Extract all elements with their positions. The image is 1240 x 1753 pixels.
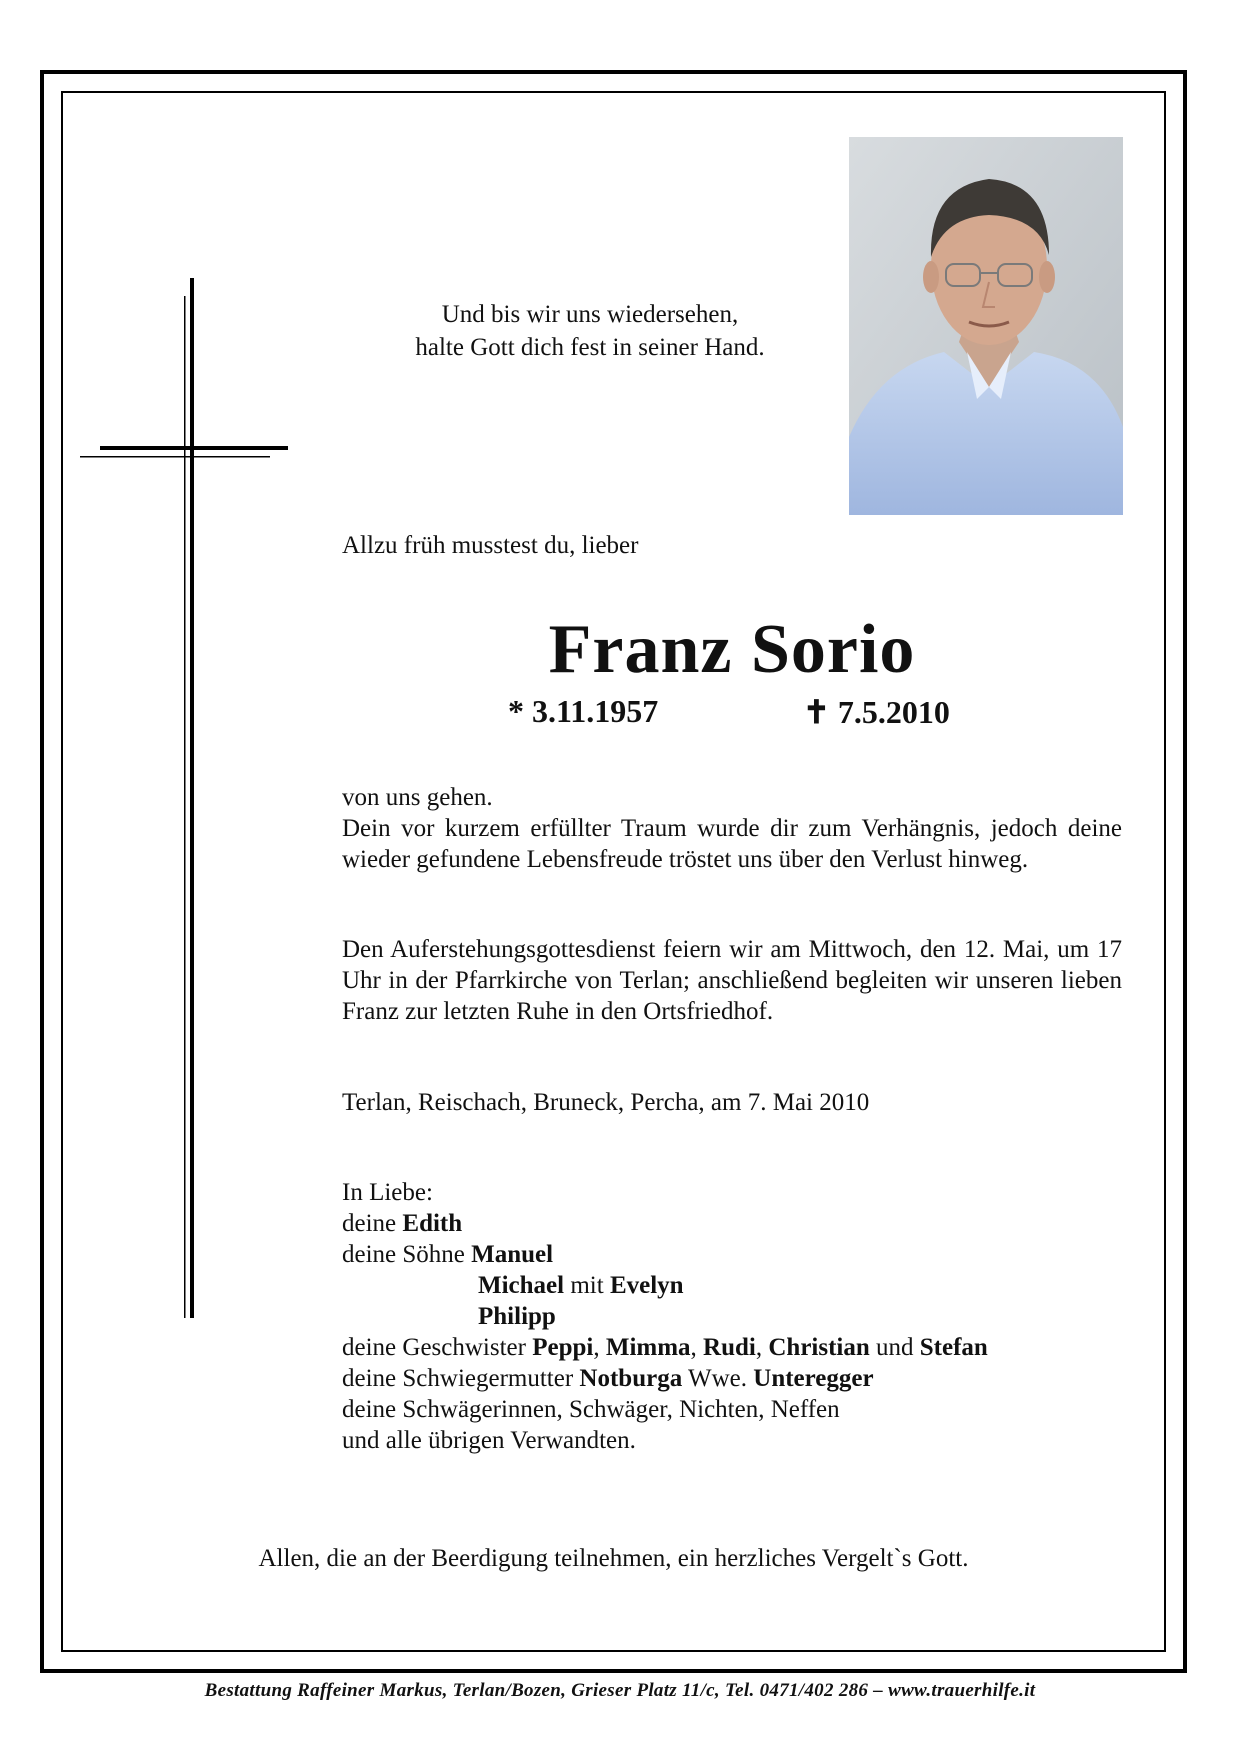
sibling-name: Mimma [605, 1334, 691, 1361]
label: deine [342, 1210, 403, 1237]
partner-name: Evelyn [609, 1272, 684, 1299]
sibling-name: Christian [768, 1334, 870, 1361]
motto-verse [360, 298, 820, 364]
deceased-name: Franz Sorio [548, 611, 916, 688]
separator: , [755, 1334, 769, 1361]
son-name: Philipp [478, 1303, 556, 1330]
wife-name: Edith [402, 1210, 463, 1237]
sibling-name: Rudi [703, 1334, 756, 1361]
son-name: Manuel [471, 1241, 554, 1268]
motto-line-1: Und bis wir uns wiedersehen, [441, 301, 739, 328]
birth-date: * 3.11.1957 [508, 693, 659, 729]
motto-line-2: halte Gott dich fest in seiner Hand. [415, 334, 765, 361]
son-name: Michael [478, 1272, 565, 1299]
separator: , [593, 1334, 606, 1361]
label: deine Schwiegermutter [342, 1365, 580, 1392]
label: deine Geschwister [342, 1334, 533, 1361]
place-and-date: Terlan, Reischach, Bruneck, Percha, am 7. Mai 2010 [342, 1089, 870, 1116]
family-heading: In Liebe: [342, 1179, 433, 1206]
family-wife [342, 1208, 988, 1239]
portrait-photo [849, 137, 1123, 515]
farewell-line: von uns gehen. [342, 784, 493, 811]
mother-in-law-last-name: Unteregger [753, 1365, 874, 1392]
thanks-line: Allen, die an der Beerdigung teilnehmen, ein herzliches Vergelt`s Gott. [258, 1545, 969, 1572]
sibling-name: Peppi [532, 1334, 594, 1361]
separator: und [869, 1334, 920, 1361]
label: mit [564, 1272, 610, 1299]
family-mother-in-law [342, 1363, 988, 1394]
family-in-laws: deine Schwägerinnen, Schwäger, Nichten, Neffen [342, 1396, 840, 1423]
label: Wwe. [682, 1365, 754, 1392]
family-list [342, 1177, 988, 1456]
paragraph-farewell [342, 782, 1122, 875]
separator: , [690, 1334, 704, 1361]
family-sons [342, 1239, 988, 1270]
intro-text: Allzu früh musstest du, lieber [342, 532, 639, 559]
family-relatives: und alle übrigen Verwandten. [342, 1427, 636, 1454]
family-siblings [342, 1332, 988, 1363]
paragraph-service: Den Auferstehungsgottesdienst feiern wir am Mittwoch, den 12. Mai, um 17 Uhr in der Pfarrkirche von Terlan; anschließend begleiten wir unseren lieben Franz zur letzten Ruhe in den Ortsfriedhof. [342, 936, 1122, 1025]
funeral-home-footer: Bestattung Raffeiner Markus, Terlan/Bozen, Grieser Platz 11/c, Tel. 0471/402 286 – www.trauerhilfe.it [204, 1680, 1036, 1701]
mother-in-law-first-name: Notburga [579, 1365, 683, 1392]
label: deine Söhne [342, 1241, 472, 1268]
family-son-2 [342, 1270, 988, 1301]
family-son-3 [342, 1301, 988, 1332]
sibling-name: Stefan [919, 1334, 988, 1361]
death-date: ✝ 7.5.2010 [803, 694, 950, 730]
farewell-text: Dein vor kurzem erfüllter Traum wurde dir zum Verhängnis, jedoch deine wieder gefundene Lebensfreude tröstet uns über den Verlust hinweg. [342, 815, 1122, 873]
